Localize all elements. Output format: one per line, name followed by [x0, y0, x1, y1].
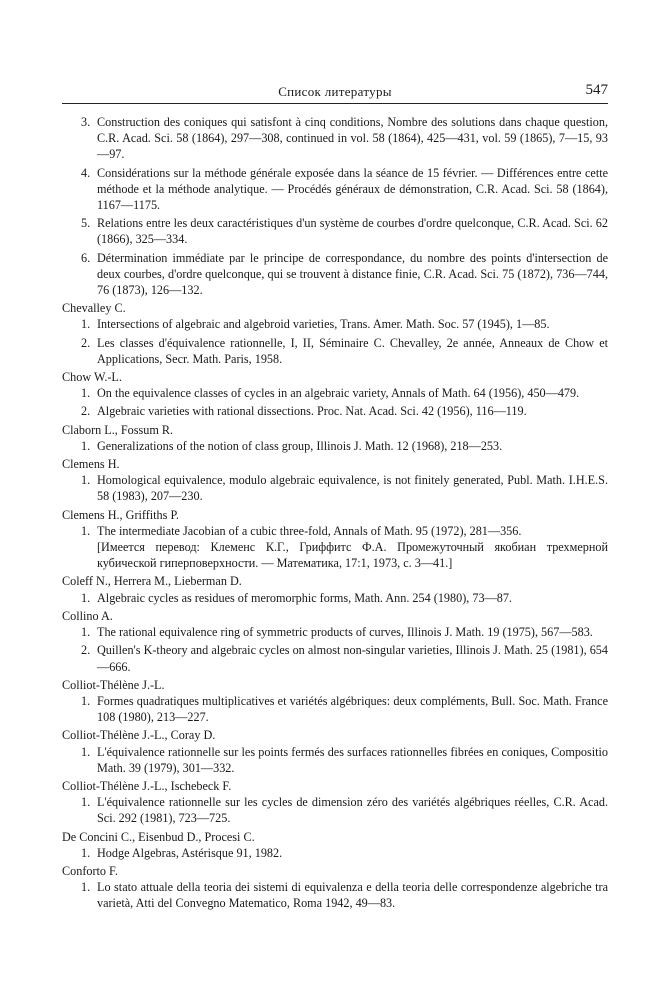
reference-entry — [62, 250, 608, 299]
reference-number: 1. — [81, 795, 91, 810]
author-heading: Colliot-Thélène J.-L., Ischebeck F. — [62, 778, 232, 793]
reference-entry — [62, 114, 608, 163]
author-heading: Conforto F. — [62, 863, 118, 878]
running-head — [62, 82, 608, 102]
reference-number: 1. — [81, 590, 91, 605]
reference-text: Détermination immédiate par le principe de correspondance, du nombre des points d'intersection de deux courbes, d'ordre quelconque, qui se trouvent à distance finie, C.R. Acad. Sci. 75 (1872), 736—744, 76 (1873), 126—132. — [97, 250, 608, 298]
reference-number: 2. — [81, 335, 91, 350]
author-heading: Chevalley C. — [62, 301, 126, 316]
reference-entry — [62, 403, 608, 419]
reference-entry — [62, 316, 608, 332]
author-heading: Claborn L., Fossum R. — [62, 422, 174, 437]
reference-number: 1. — [81, 845, 91, 860]
reference-text: Lo stato attuale della teoria dei sistemi di equivalenza e della teoria delle correspondenze algebriche tra varietà, Atti del Convegno Matematico, Roma 1942, 49—83. — [97, 880, 608, 911]
reference-entry — [62, 794, 608, 826]
bibliography — [62, 114, 608, 914]
translation-note: [Имеется перевод: Клеменс К.Г., Гриффитс Ф.А. Промежуточный якобиан трехмерной кубической гиперповерхности. — Математика, 17:1, 1973, с. 3—41.] — [97, 540, 608, 571]
reference-text: Intersections of algebraic and algebroid varieties, Trans. Amer. Math. Soc. 57 (1945), 1—85. — [97, 317, 550, 332]
reference-text: Generalizations of the notion of class group, Illinois J. Math. 12 (1968), 218—253. — [97, 438, 503, 453]
reference-entry — [62, 845, 608, 861]
author-heading: Collino A. — [62, 608, 113, 623]
reference-number: 2. — [81, 404, 91, 419]
reference-entry — [62, 165, 608, 214]
reference-text: Les classes d'équivalence rationnelle, I, II, Séminaire C. Chevalley, 2e année, Anneaux de Chow et Applications, Secr. Math. Paris, 1958. — [97, 335, 608, 366]
reference-text: L'équivalence rationnelle sur les points fermés des surfaces rationnelles fibrées en coniques, Compositio Math. 39 (1979), 301—332. — [97, 744, 608, 775]
reference-entry — [62, 385, 608, 401]
reference-number: 1. — [81, 693, 91, 708]
reference-entry — [62, 744, 608, 776]
reference-text: Quillen's K-theory and algebraic cycles on almost non-singular varieties, Illinois J. Math. 25 (1981), 654—666. — [97, 643, 608, 674]
reference-number: 5. — [81, 216, 91, 231]
reference-entry — [62, 879, 608, 911]
reference-number: 6. — [81, 250, 91, 265]
author-heading: Clemens H., Griffiths P. — [62, 507, 179, 522]
reference-number: 1. — [81, 523, 91, 538]
reference-number: 1. — [81, 317, 91, 332]
reference-text: On the equivalence classes of cycles in an algebraic variety, Annals of Math. 64 (1956), 450—479. — [97, 386, 580, 401]
reference-text: Considérations sur la méthode générale exposée dans la séance de 15 février. — Différences entre cette méthode et la méthode analytique. — Procédés généraux de démonstration, C.R. Acad. Sci. 58 (1864), 1167—1175. — [97, 165, 608, 213]
reference-number: 2. — [81, 643, 91, 658]
reference-number: 4. — [81, 165, 91, 180]
header-rule — [62, 103, 608, 104]
reference-text: The intermediate Jacobian of a cubic three-fold, Annals of Math. 95 (1972), 281—356. — [97, 523, 522, 538]
reference-number: 1. — [81, 473, 91, 488]
reference-entry — [62, 590, 608, 606]
reference-text: Algebraic varieties with rational dissections. Proc. Nat. Acad. Sci. 42 (1956), 116—119. — [97, 404, 527, 419]
reference-entry — [62, 215, 608, 247]
reference-text: Homological equivalence, modulo algebraic equivalence, is not finitely generated, Publ. Math. I.H.E.S. 58 (1983), 207—230. — [97, 473, 608, 504]
reference-text: Hodge Algebras, Astérisque 91, 1982. — [97, 845, 283, 860]
author-heading: Colliot-Thélène J.-L. — [62, 677, 165, 692]
reference-text: L'équivalence rationnelle sur les cycles de dimension zéro des variétés algébriques réelles, C.R. Acad. Sci. 292 (1981), 723—725. — [97, 795, 608, 826]
author-heading: De Concini C., Eisenbud D., Procesi C. — [62, 829, 255, 844]
reference-number: 1. — [81, 438, 91, 453]
author-heading: Chow W.-L. — [62, 370, 122, 385]
reference-entry — [62, 624, 608, 640]
reference-entry — [62, 472, 608, 504]
running-title: Список литературы — [278, 84, 392, 99]
author-heading: Colliot-Thélène J.-L., Coray D. — [62, 728, 216, 743]
reference-number: 1. — [81, 625, 91, 640]
reference-number: 1. — [81, 744, 91, 759]
reference-text: Construction des coniques qui satisfont à cinq conditions, Nombre des solutions dans chaque question, C.R. Acad. Sci. 58 (1864), 297—308, continued in vol. 58 (1864), 425—431, vol. 59 (1865), 7—15, 93—97. — [97, 115, 608, 162]
reference-number: 1. — [81, 880, 91, 895]
reference-text: Algebraic cycles as residues of meromorphic forms, Math. Ann. 254 (1980), 73—87. — [97, 590, 512, 605]
reference-text: Formes quadratiques multiplicatives et variétés algébriques: deux compléments, Bull. Soc. Math. France 108 (1980), 213—227. — [97, 693, 608, 725]
author-heading: Coleff N., Herrera M., Lieberman D. — [62, 574, 242, 589]
reference-text: The rational equivalence ring of symmetric products of curves, Illinois J. Math. 19 (1975), 567—583. — [97, 625, 593, 640]
reference-entry — [62, 438, 608, 454]
author-heading: Clemens H. — [62, 457, 120, 472]
page-number: 547 — [585, 82, 608, 98]
reference-entry — [62, 693, 608, 725]
reference-entry — [62, 335, 608, 367]
reference-number: 1. — [81, 386, 91, 401]
reference-number: 3. — [81, 115, 91, 129]
reference-entry — [62, 642, 608, 674]
reference-entry — [62, 523, 608, 572]
reference-text: Relations entre les deux caractéristiques d'un système de courbes d'ordre quelconque, C.R. Acad. Sci. 62 (1866), 325—334. — [97, 216, 608, 247]
